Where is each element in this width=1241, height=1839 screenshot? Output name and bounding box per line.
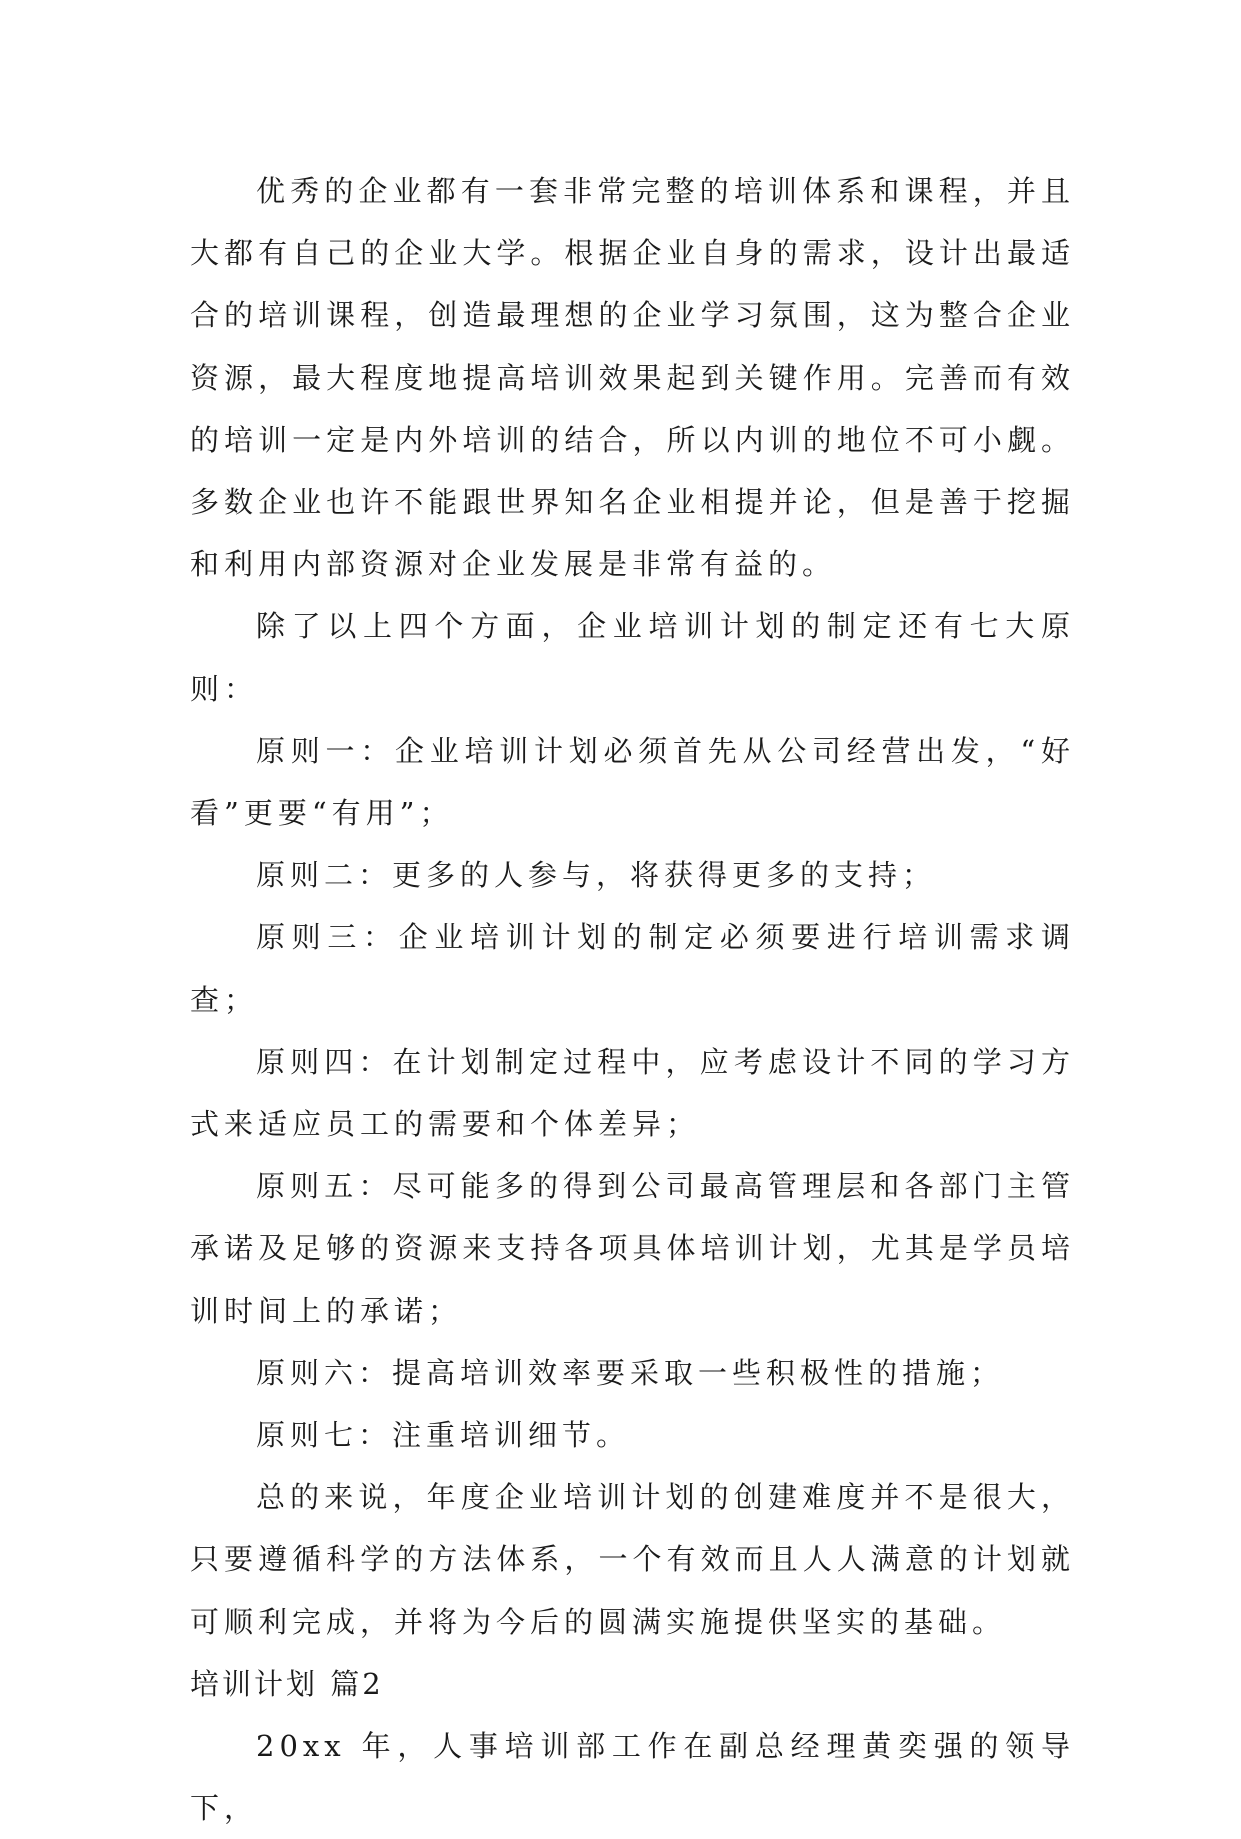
paragraph-principle-4: 原则四：在计划制定过程中，应考虑设计不同的学习方式来适应员工的需要和个体差异； bbox=[190, 1044, 1075, 1142]
paragraph-principle-2: 原则二：更多的人参与，将获得更多的支持； bbox=[256, 858, 937, 893]
section-heading: 培训计划 篇2 bbox=[190, 1666, 384, 1701]
paragraph-principle-5: 原则五：尽可能多的得到公司最高管理层和各部门主管承诺及足够的资源来支持各项具体培训计划，尤其是学员培训时间上的承诺； bbox=[190, 1169, 1075, 1328]
paragraph-principle-6: 原则六：提高培训效率要采取一些积极性的措施； bbox=[256, 1355, 1005, 1390]
paragraph-section-2-start: 20xx 年，人事培训部工作在副总经理黄奕强的领导下， bbox=[190, 1729, 1075, 1826]
paragraph-principle-1: 原则一：企业培训计划必须首先从公司经营出发，“好看”更要“有用”； bbox=[190, 733, 1075, 831]
paragraph-principle-7: 原则七：注重培训细节。 bbox=[256, 1418, 631, 1453]
document-body bbox=[190, 160, 1075, 1839]
paragraph-summary: 总的来说，年度企业培训计划的创建难度并不是很大，只要遵循科学的方法体系，一个有效而且人人满意的计划就可顺利完成，并将为今后的圆满实施提供坚实的基础。 bbox=[190, 1480, 1075, 1639]
paragraph-seven-principles-intro: 除了以上四个方面，企业培训计划的制定还有七大原则： bbox=[190, 609, 1075, 706]
paragraph-principle-3: 原则三：企业培训计划的制定必须要进行培训需求调查； bbox=[190, 920, 1075, 1017]
paragraph-training-system: 优秀的企业都有一套非常完整的培训体系和课程，并且大都有自己的企业大学。根据企业自身的需求，设计出最适合的培训课程，创造最理想的企业学习氛围，这为整合企业资源，最大程度地提高培训效果起到关键作用。完善而有效的培训一定是内外培训的结合，所以内训的地位不可小觑。多数企业也许不能跟世界知名企业相提并论，但是善于挖掘和利用内部资源对企业发展是非常有益的。 bbox=[190, 174, 1075, 582]
